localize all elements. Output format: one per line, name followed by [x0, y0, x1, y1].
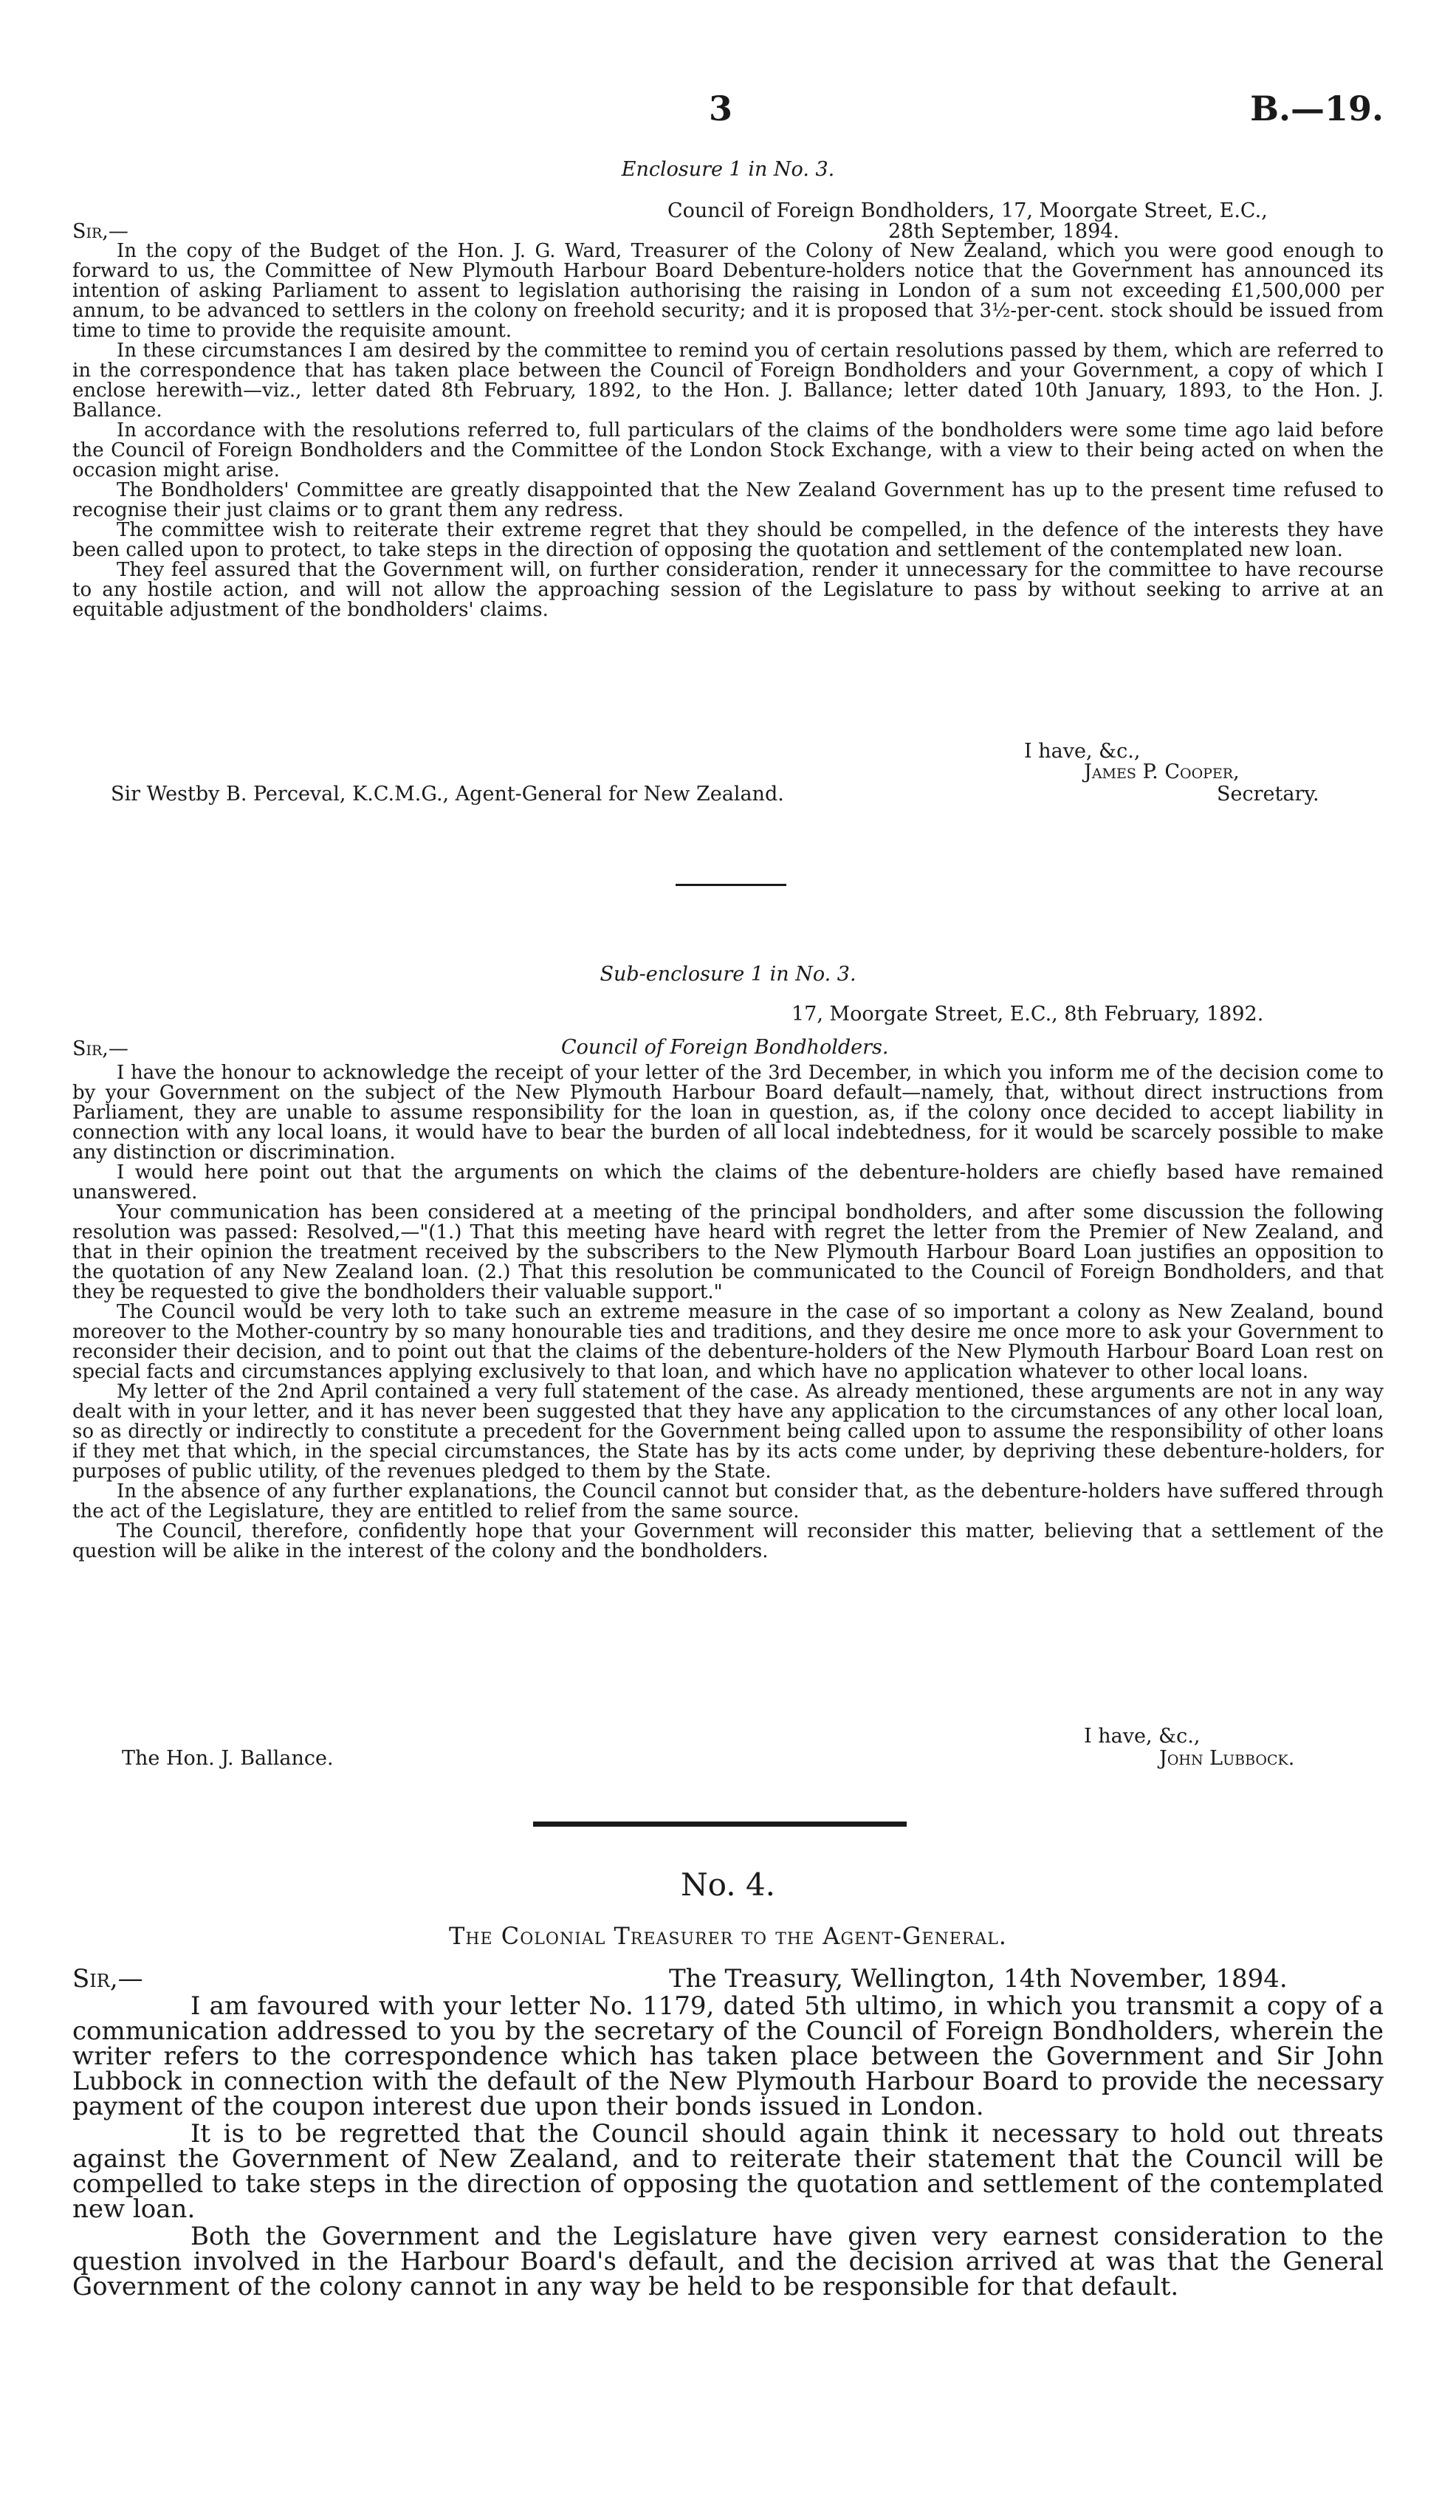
no4-paragraph: Both the Government and the Legislature have given very earnest consideration to the question involved in the Harbour Board's default, and the decision arrived at was that the General Government of the colony cannot in any way be held to be responsible for that default.: [72, 2222, 1384, 2301]
subenclosure-paragraph: I would here point out that the arguments on which the claims of the debenture-holders are chiefly based have remained unanswered.: [72, 1161, 1384, 1204]
subenclosure-address-line2: Council of Foreign Bondholders.: [561, 1036, 889, 1059]
enclosure-address-line1: Council of Foreign Bondholders, 17, Moorgate Street, E.C.,: [667, 199, 1268, 222]
enclosure-paragraph: They feel assured that the Government will, on further consideration, render it unnecessary for the committee to have recourse to any hostile action, and will not allow the approaching session of the Legislature to pass by without seeking to arrive at an equitable adjustment of the bondholders' claims.: [72, 559, 1384, 621]
enclosure-paragraph: In these circumstances I am desired by the committee to remind you of certain resolutions passed by them, which are referred to in the correspondence that has taken place between the Council of Foreign Bondholders and your Government, a copy of which I enclose herewith—viz., letter dated 8th February, 1892, to the Hon. J. Ballance; letter dated 10th January, 1893, to the Hon. J. Ballance.: [72, 340, 1384, 422]
no4-paragraph: It is to be regretted that the Council should again think it necessary to hold out threats against the Government of New Zealand, and to reiterate their statement that the Council will be compelled to take steps in the direction of opposing the quotation and settlement of the contemplated new loan.: [72, 2119, 1384, 2224]
subenclosure-paragraph: I have the honour to acknowledge the receipt of your letter of the 3rd December, in which you inform me of the decision come to by your Government on the subject of the New Plymouth Harbour Board default—namely, that, without direct instructions from Parliament, they are unable to assume responsibility for the loan in question, as, if the colony once decided to accept liability in connection with any local loans, it would have to bear the burden of all local indebtedness, for it would be scarcely possible to make any distinction or discrimination.: [72, 1062, 1384, 1164]
no4-salutation: Sir,—: [72, 1964, 143, 1994]
subenclosure-body: [72, 1063, 1384, 1562]
subenclosure-paragraph: The Council would be very loth to take such an extreme measure in the case of so important a colony as New Zealand, bound moreover to the Mother-country by so many honourable ties and traditions, and they desire me once more to ask your Government to reconsider their decision, and to point out that the claims of the debenture-holders of the New Plymouth Harbour Board Loan rest on special facts and circumstances applying exclusively to that loan, and which have no application whatever to other local loans.: [72, 1301, 1384, 1383]
enclosure-paragraph: In the copy of the Budget of the Hon. J. G. Ward, Treasurer of the Colony of New Zealand, which you were good enough to forward to us, the Committee of New Plymouth Harbour Board Debenture-holders notice that the Government has announced its intention of asking Parliament to assent to legislation authorising the raising in London of a sum not exceeding £1,500,000 per annum, to be advanced to settlers in the colony on freehold security; and it is proposed that 3½-per-cent. stock should be issued from time to time to provide the requisite amount.: [72, 240, 1384, 342]
subenclosure-address-line1: 17, Moorgate Street, E.C., 8th February, 1892.: [791, 1003, 1264, 1026]
subenclosure-paragraph: My letter of the 2nd April contained a very full statement of the case. As already mentioned, these arguments are not in any way dealt with in your letter, and it has never been suggested that they have any application to the circumstances of any other local loan, so as directly or indirectly to constitute a precedent for the Government being called upon to assume the responsibility of other loans if they met that which, in the special circumstances, the State has by its acts come under, by depriving these debenture-holders, for purposes of public utility, of the revenues pledged to them by the State.: [72, 1381, 1384, 1483]
document-code: B.—19.: [1250, 89, 1384, 128]
enclosure-paragraph: The Bondholders' Committee are greatly disappointed that the New Zealand Government has up to the present time refused to recognise their just claims or to grant them any redress.: [72, 479, 1384, 521]
subenclosure-signature: John Lubbock.: [1159, 1747, 1295, 1770]
no4-body: [72, 1991, 1384, 2301]
enclosure-body: [72, 241, 1384, 620]
section-title-no4: The Colonial Treasurer to the Agent-General.: [449, 1922, 1007, 1950]
subenclosure-paragraph: The Council, therefore, confidently hope that your Government will reconsider this matter, believing that a settlement of the question will be alike in the interest of the colony and the bondholders.: [72, 1520, 1384, 1562]
section-heading-no4: No. 4.: [680, 1867, 776, 1903]
no4-address: The Treasury, Wellington, 14th November, 1894.: [669, 1964, 1288, 1994]
enclosure-address-line2: 28th September, 1894.: [888, 220, 1120, 243]
enclosure-signature-title: Secretary.: [1217, 783, 1319, 806]
subenclosure-caption: Sub-enclosure 1 in No. 3.: [600, 963, 856, 986]
subenclosure-paragraph: Your communication has been considered at a meeting of the principal bondholders, and after some discussion the following resolution was passed: Resolved,—"(1.) That this meeting have heard with regret the letter from the Premier of New Zealand, and that in their opinion the treatment received by the subscribers to the New Plymouth Harbour Board Loan justifies an opposition to the quotation of any New Zealand loan. (2.) That this resolution be communicated to the Council of Foreign Bondholders, and that they be requested to give the bondholders their valuable support.": [72, 1201, 1384, 1303]
heavy-divider: [533, 1822, 907, 1827]
section-divider: [676, 884, 786, 886]
enclosure-paragraph: The committee wish to reiterate their extreme regret that they should be compelled, in the defence of the interests they have been called upon to protect, to take steps in the direction of opposing the quotation and settlement of the contemplated new loan.: [72, 519, 1384, 561]
subenclosure-salutation: Sir,—: [72, 1037, 128, 1060]
enclosure-paragraph: In accordance with the resolutions referred to, full particulars of the claims of the bondholders were some time ago laid before the Council of Foreign Bondholders and the Committee of the London Stock Exchange, with a view to their being acted on when the occasion might arise.: [72, 419, 1384, 481]
subenclosure-paragraph: In the absence of any further explanations, the Council cannot but consider that, as the debenture-holders have suffered through the act of the Legislature, they are entitled to relief from the same source.: [72, 1480, 1384, 1522]
no4-paragraph: I am favoured with your letter No. 1179, dated 5th ultimo, in which you transmit a copy of a communication addressed to you by the secretary of the Council of Foreign Bondholders, wherein the writer refers to the correspondence which has taken place between the Government and Sir John Lubbock in connection with the default of the New Plymouth Harbour Board to provide the necessary payment of the coupon interest due upon their bonds issued in London.: [72, 1991, 1384, 2121]
subenclosure-closing: I have, &c.,: [1084, 1725, 1201, 1748]
subenclosure-addressee: The Hon. J. Ballance.: [122, 1747, 334, 1770]
page-number: 3: [709, 89, 733, 128]
enclosure-salutation: Sir,—: [72, 220, 128, 243]
enclosure-caption: Enclosure 1 in No. 3.: [621, 158, 835, 181]
enclosure-signature: James P. Cooper,: [1084, 761, 1240, 783]
enclosure-closing: I have, &c.,: [1024, 740, 1141, 763]
enclosure-addressee: Sir Westby B. Perceval, K.C.M.G., Agent-General for New Zealand.: [111, 783, 784, 806]
